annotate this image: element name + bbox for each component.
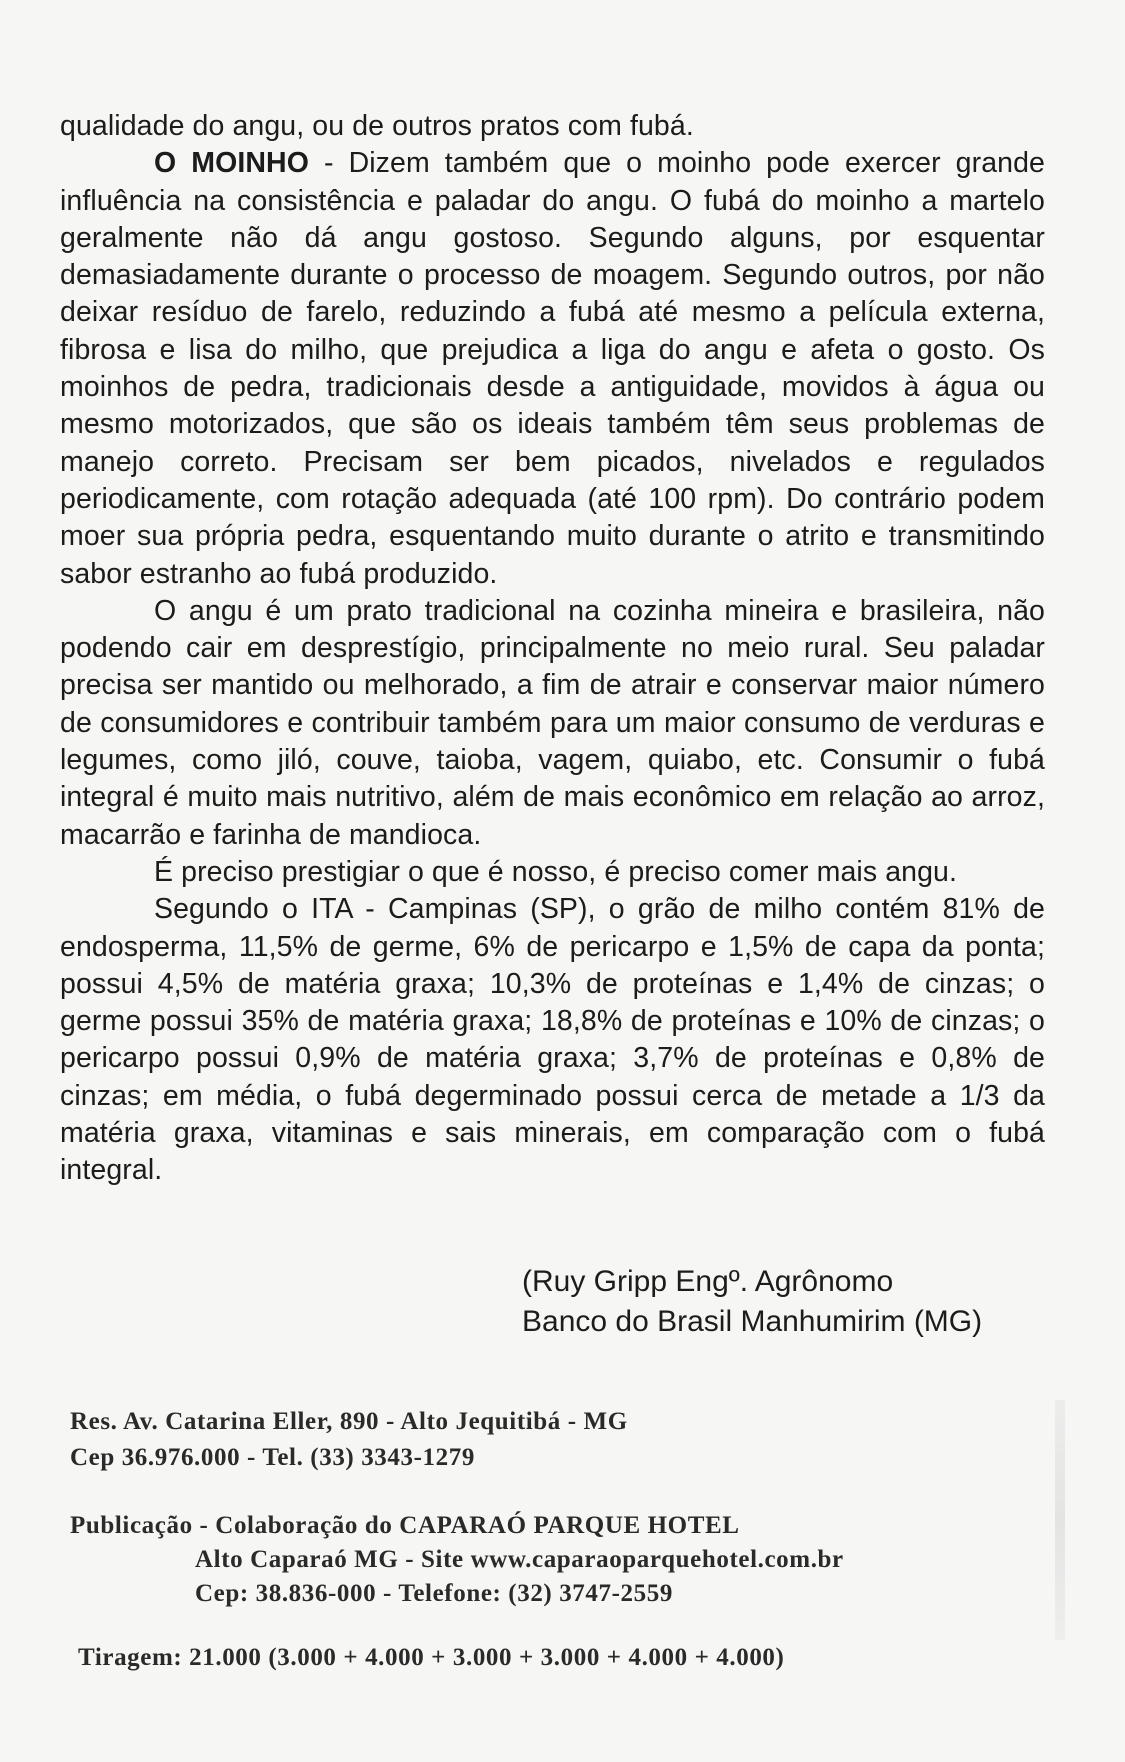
article-body [60, 108, 1045, 1190]
author-signature [522, 1262, 982, 1342]
paragraph-ita-campinas: Segundo o ITA - Campinas (SP), o grão de milho contém 81% de endosperma, 11,5% de germe, 6% de pericarpo e 1,5% de capa da ponta; possui 4,5% de matéria graxa; 10,3% de proteínas e 1,4% de cinzas; o germe possui 35% de matéria graxa; 18,8% de proteínas e 10% de cinzas; o pericarpo possui 0,9% de matéria graxa; 3,7% de proteínas e 0,8% de cinzas; em média, o fubá degerminado possui cerca de metade a 1/3 da matéria graxa, vitaminas e sais minerais, em comparação com o fubá integral. [60, 893, 1045, 1187]
paragraph-angu-tradicional: O angu é um prato tradicional na cozinha mineira e brasileira, não podendo cair em desprestígio, principalmente no meio rural. Seu paladar precisa ser mantido ou melhorado, a fim de atrair e conservar maior número de consumidores e contribuir também para um maior consumo de verduras e legumes, como jiló, couve, taioba, vagem, quiabo, etc. Consumir o fubá integral é muito mais nutritivo, além de mais econômico em relação ao arroz, macarrão e farinha de mandioca. [60, 594, 1045, 851]
scan-edge-mark [1055, 1400, 1065, 1640]
paragraph-moinho-text: - Dizem também que o moinho pode exercer grande influência na consistência e paladar do angu. O fubá do moinho a martelo geralmente não dá angu gostoso. Segundo alguns, por esquentar demasiadamente durante o processo de moagem. Segundo outros, por não deixar resíduo de farelo, reduzindo a fubá até mesmo a película externa, fibrosa e lisa do milho, que prejudica a liga do angu e afeta o gosto. Os moinhos de pedra, tradicionais desde a antiguidade, movidos à água ou mesmo motorizados, que são os ideais também têm seus problemas de manejo correto. Precisam ser bem picados, nivelados e regulados periodicamente, com rotação adequada (até 100 rpm). Do contrário podem moer sua própria pedra, esquentando muito durante o atrito e transmitindo sabor estranho ao fubá produzido. [60, 147, 1046, 590]
paragraph-prestigiar: É preciso prestigiar o que é nosso, é preciso comer mais angu. [154, 855, 958, 888]
footer-cep-phone-line: Cep 36.976.000 - Tel. (33) 3343-1279 [70, 1444, 475, 1471]
section-heading-moinho: O MOINHO [154, 147, 310, 180]
paragraph-continuation: qualidade do angu, ou de outros pratos com fubá. [60, 110, 694, 142]
author-name-line: (Ruy Gripp Engº. Agrônomo [522, 1265, 894, 1298]
footer-site-line: Alto Caparaó MG - Site www.caparaoparquehotel.com.br [195, 1546, 844, 1573]
footer-publication-line: Publicação - Colaboração do CAPARAÓ PARQUE HOTEL [70, 1512, 740, 1539]
author-affiliation-line: Banco do Brasil Manhumirim (MG) [522, 1305, 983, 1338]
footer-hotel-cep-line: Cep: 38.836-000 - Telefone: (32) 3747-2559 [195, 1580, 673, 1607]
footer-address-line: Res. Av. Catarina Eller, 890 - Alto Jequitibá - MG [70, 1408, 628, 1435]
paragraph-moinho [60, 145, 1045, 593]
footer-print-run-line: Tiragem: 21.000 (3.000 + 4.000 + 3.000 + 3.000 + 4.000 + 4.000) [78, 1644, 785, 1671]
